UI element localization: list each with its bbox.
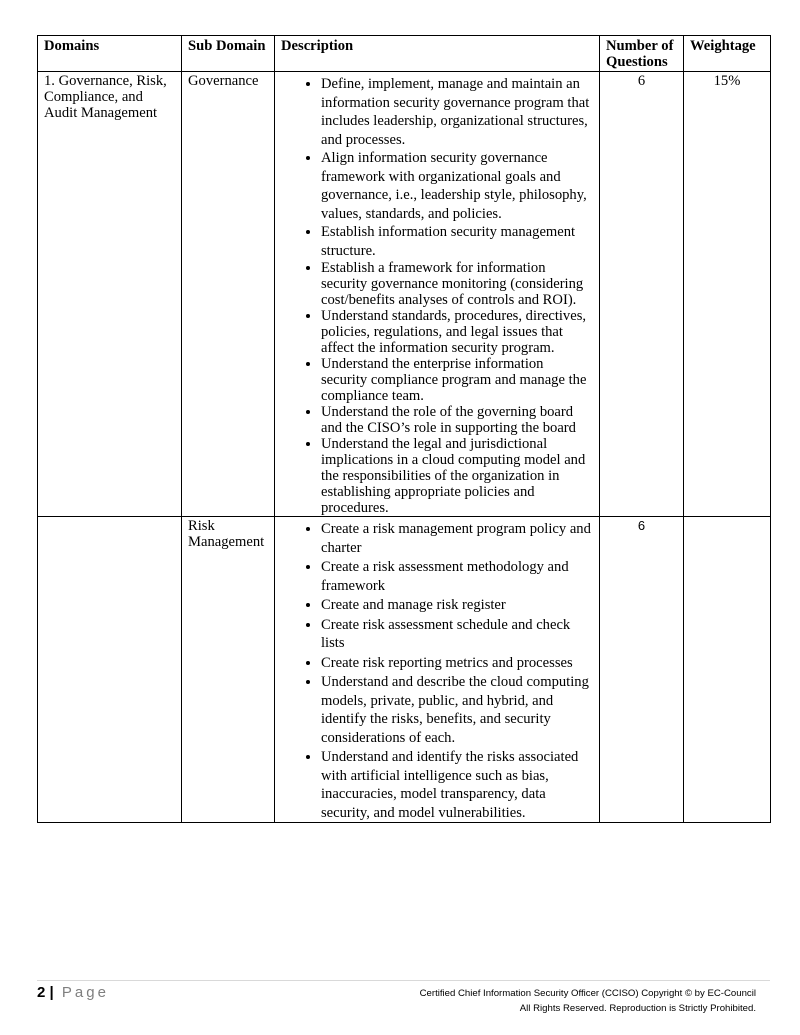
sub-domain-cell: Risk Management: [182, 517, 275, 823]
description-cell: [275, 72, 600, 517]
list-item: • Understand the legal and jurisdictional implications in a cloud computing model and the responsibilities of the organization in establishing appropriate policies and procedures.: [321, 436, 593, 516]
page-number: 2: [37, 984, 46, 1001]
header-domains: Domains: [38, 36, 182, 72]
page-separator: |: [49, 984, 54, 1001]
copyright-notice: [420, 986, 756, 1016]
header-sub-domain: Sub Domain: [182, 36, 275, 72]
list-item: • Understand and describe the cloud computing models, private, public, and hybrid, and identify the risks, benefits, and security considerations of each.: [321, 673, 593, 747]
table-row-governance: [38, 72, 771, 517]
list-item: • Understand the role of the governing board and the CISO’s role in supporting the board: [321, 404, 593, 436]
domain-cell: [38, 517, 182, 823]
footer-divider: [37, 980, 770, 981]
table-row-risk-management: [38, 517, 771, 823]
list-item: • Understand and identify the risks associated with artificial intelligence such as bias, inaccuracies, model transparency, data security, and model vulnerabilities.: [321, 748, 593, 822]
copyright-line-1: Certified Chief Information Security Officer (CCISO) Copyright © by EC-Council: [419, 988, 756, 999]
list-item: • Create a risk assessment methodology and framework: [321, 558, 593, 595]
domain-cell: 1. Governance, Risk, Compliance, and Audit Management: [38, 72, 182, 517]
page-footer-number: [37, 984, 109, 1001]
questions-cell: 6: [637, 518, 646, 533]
list-item: • Align information security governance framework with organizational goals and governance, i.e., leadership style, philosophy, values, standards, and policies.: [321, 149, 593, 223]
description-cell: [275, 517, 600, 823]
list-item: • Define, implement, manage and maintain an information security governance program that includes leadership, organizational structures, and processes.: [321, 75, 593, 149]
list-item: • Create risk reporting metrics and processes: [321, 654, 593, 673]
list-item: • Understand standards, procedures, directives, policies, regulations, and legal issues that affect the information security program.: [321, 308, 593, 356]
domains-table: [37, 35, 771, 823]
header-number-of-questions: Number of Questions: [600, 36, 684, 72]
page-label: Page: [61, 984, 109, 1001]
list-item: • Establish information security management structure.: [321, 223, 593, 260]
sub-domain-cell: Governance: [182, 72, 275, 517]
questions-cell-wrap: [600, 517, 684, 823]
list-item: • Understand the enterprise information security compliance program and manage the compliance team.: [321, 356, 593, 404]
questions-cell: 6: [600, 72, 684, 517]
list-item: • Create risk assessment schedule and check lists: [321, 616, 593, 653]
risk-bullet-list: [281, 520, 593, 822]
weightage-cell: [684, 517, 771, 823]
copyright-line-2: All Rights Reserved. Reproduction is Strictly Prohibited.: [519, 1003, 756, 1014]
header-weightage: Weightage: [684, 36, 771, 72]
list-item: • Create a risk management program policy and charter: [321, 520, 593, 557]
list-item: • Establish a framework for information security governance monitoring (considering cost/benefits analyses of controls and ROI).: [321, 260, 593, 308]
list-item: • Create and manage risk register: [321, 596, 593, 615]
governance-bullet-list: [281, 75, 593, 516]
table-header-row: [38, 36, 771, 72]
header-description: Description: [275, 36, 600, 72]
weightage-cell: 15%: [684, 72, 771, 517]
